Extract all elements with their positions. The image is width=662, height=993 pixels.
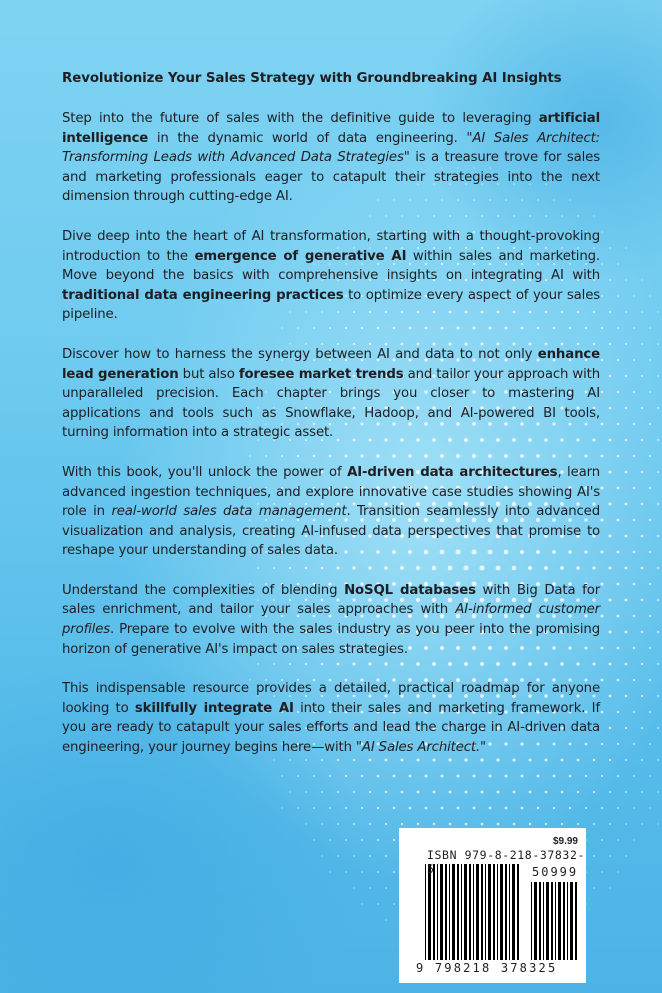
back-cover-text xyxy=(62,70,600,778)
text-run: to optimize every aspect of your sales pipeline. xyxy=(62,287,600,323)
italic-phrase: real-world sales data management xyxy=(111,504,347,520)
text-run: with Big Data for sales enrichment, and tailor your sales approaches with xyxy=(62,582,601,618)
paragraph-4 xyxy=(62,463,600,561)
bold-phrase: emergence of generative AI xyxy=(194,248,407,264)
text-run: Dive deep into the heart of AI transformation, starting with a thought-provoking introduction to the xyxy=(62,228,600,264)
text-run: into their sales and marketing framework. If you are ready to catapult your sales efforts and lead the charge in AI-driven data engineering, your journey begins here—with xyxy=(62,700,600,756)
bold-phrase: enhance lead generation xyxy=(62,346,600,382)
text-run: Understand the complexities of blending xyxy=(62,582,345,598)
price-label: $9.99 xyxy=(552,836,578,847)
italic-phrase: "AI Sales Architect: Transforming Leads with Advanced Data Strategies" xyxy=(62,130,601,166)
text-run: Discover how to harness the synergy between AI and data to not only xyxy=(62,346,538,362)
text-run: Step into the future of sales with the definitive guide to leveraging xyxy=(62,111,539,126)
text-run: . Transition seamlessly into advanced visualization and analysis, creating AI-infused data perspectives that promise to reshape your understanding of sales data. xyxy=(62,504,601,559)
bold-phrase: foresee market trends xyxy=(238,366,404,382)
ean-barcode xyxy=(425,864,519,960)
paragraph-5 xyxy=(62,581,600,659)
barcode-block xyxy=(399,828,586,983)
paragraph-1 xyxy=(62,109,600,207)
text-run: With this book, you'll unlock the power of xyxy=(62,464,348,480)
bold-phrase: skillfully integrate AI xyxy=(134,700,294,716)
bold-phrase: traditional data engineering practices xyxy=(62,287,344,303)
addon-number: 50999 xyxy=(532,865,579,879)
text-run: , learn advanced ingestion techniques, and explore innovative case studies showing AI's role in xyxy=(62,464,600,520)
paragraph-2 xyxy=(62,227,600,325)
text-run: in the dynamic world of data engineering. xyxy=(148,130,467,146)
isbn-text: ISBN 979-8-218-37832-5 xyxy=(427,848,585,876)
text-run: but also xyxy=(178,366,239,382)
italic-phrase: AI-informed customer profiles xyxy=(62,602,600,638)
addon-barcode xyxy=(531,882,577,960)
text-run: within sales and marketing. Move beyond the basics with comprehensive insights on integrating AI with xyxy=(62,248,600,284)
ean-number: 9 798218 378325 xyxy=(416,961,558,975)
paragraph-6 xyxy=(62,679,600,757)
text-run: This indispensable resource provides a detailed, practical roadmap for anyone looking to xyxy=(62,681,600,716)
text-run: is a treasure trove for sales and marketing professionals eager to catapult their strategies into the next dimension through cutting-edge AI. xyxy=(62,150,600,205)
italic-phrase: "AI Sales Architect." xyxy=(355,740,487,756)
bold-phrase: AI-driven data architectures xyxy=(347,464,558,480)
text-run: . Prepare to evolve with the sales industry as you peer into the promising horizon of generative AI's impact on sales strategies. xyxy=(62,622,600,657)
text-run: and tailor your approach with unparalleled precision. Each chapter brings you closer to mastering AI applications and tools such as Snowflake, Hadoop, and AI-powered BI tools, turning information into a strategic asset. xyxy=(62,366,601,441)
bold-phrase: NoSQL databases xyxy=(344,582,476,598)
paragraph-3 xyxy=(62,345,600,443)
bold-phrase: artificial intelligence xyxy=(62,111,600,146)
description-paragraphs xyxy=(62,109,600,758)
page-heading: Revolutionize Your Sales Strategy with Groundbreaking AI Insights xyxy=(62,71,562,86)
